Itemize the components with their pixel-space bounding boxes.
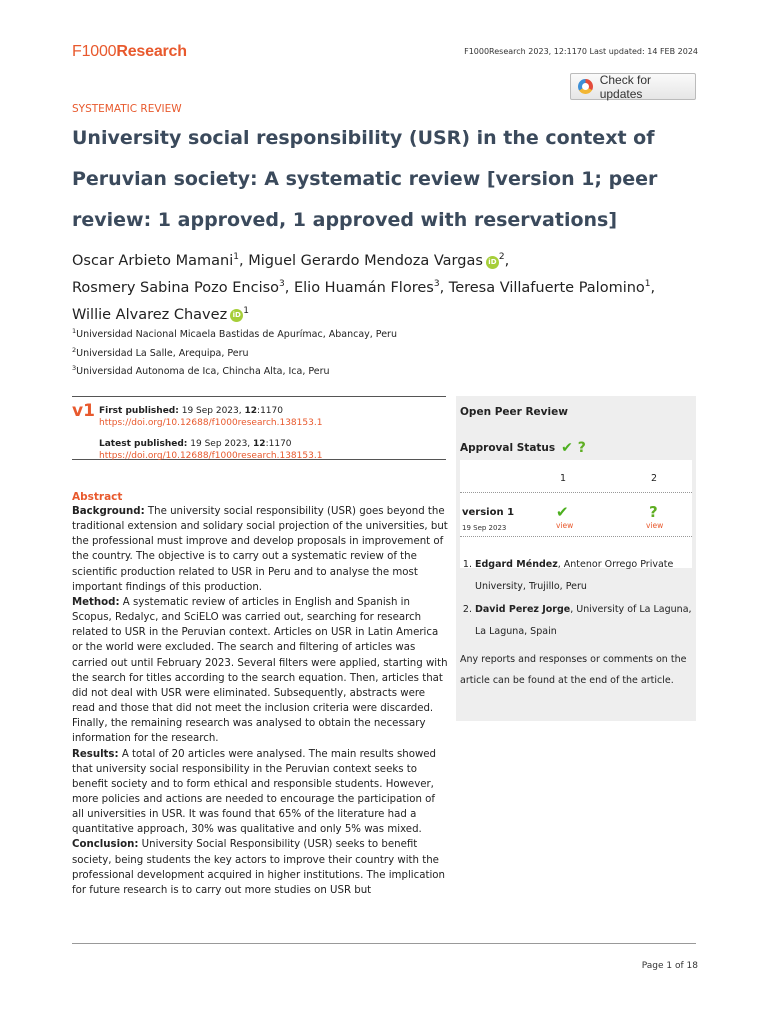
version-info: [version 1; peer review: 1 approved, 1 approved with reservations] [72,168,658,231]
reservations-icon: ? [577,440,586,456]
reviewer-column-1: 1 [560,473,567,484]
view-report-1-link[interactable]: view [556,521,574,530]
abstract-heading: Abstract [72,491,123,503]
first-published: First published: 19 Sep 2023, 12:1170 https://doi.org/10.12688/f1000research.138153.1 [99,406,323,428]
author[interactable]: Miguel Gerardo Mendoza Vargas [248,252,483,269]
article-type-label: SYSTEMATIC REVIEW [72,103,182,115]
review-table-header [460,460,692,493]
version-label: version 1 [462,507,515,518]
approved-icon: ✔ [561,440,573,456]
approved-icon: ✔ [556,503,569,521]
open-peer-review-panel [456,396,696,721]
open-peer-review-title: Open Peer Review [460,406,568,418]
publication-dates [99,405,322,462]
reviewer-item: 2. David Perez Jorge, University of La Laguna, La Laguna, Spain [475,599,692,643]
affiliation: $^3$Universidad Autonoma de Ica, Chincha Alta, Ica, Peru [72,364,330,378]
review-table [460,460,692,568]
approval-status: Approval Status ✔ ? [460,440,586,456]
abstract [72,490,448,898]
orcid-icon[interactable]: iD [230,309,243,322]
publication-box [72,396,446,460]
affiliations [72,324,397,380]
view-report-2-link[interactable]: view [646,521,664,530]
f1000research-logo: F1000Research [72,43,187,60]
peer-review-note: Any reports and responses or comments on the article can be found at the end of the article. [460,654,687,686]
version-date: 19 Sep 2023 [462,524,507,532]
page-number: Page 1 of 18 [641,961,698,971]
latest-doi-link[interactable]: https://doi.org/10.12688/f1000research.138153.1 [99,451,323,461]
review-table-row [460,493,692,537]
abstract-method: Method: A systematic review of articles in English and Spanish in Scopus, Redalyc, and SciELO was carried out, searching for research related to USR in the Peruvian context. Articles on USR in Latin America or the world were excluded. The search and filtering of articles was carried out until February 2023. Several filters were applied, starting with the search for titles according to the search equation. Then, articles that did not deal with USR were eliminated. Subsequently, abstracts were read and those that did not meet the inclusion criteria were discarded. Finally, the remaining research was analysed to obtain the necessary information for the research. [72,596,448,745]
author-list: Oscar Arbieto Mamani$^1$, Miguel Gerardo Mendoza Vargas iD $^2$, Rosmery Sabina Pozo Enciso$^3$, Elio Huamán Flores$^3$, Teresa Villafuerte Palomino$^1$, Willie Alvarez Chavez iD $^1$ [72,252,656,323]
author[interactable]: Rosmery Sabina Pozo Enciso [72,279,280,296]
footer-divider [72,943,696,944]
latest-published: Latest published: 19 Sep 2023, 12:1170 https://doi.org/10.12688/f1000research.138153.1 [99,439,323,461]
author[interactable]: Willie Alvarez Chavez [72,306,228,323]
reviewer-item: 1. Edgard Méndez, Antenor Orrego Private University, Trujillo, Peru [475,554,692,598]
check-for-updates-label: Check for updates [599,72,652,101]
reviewer-list [460,554,692,644]
reviewer-column-2: 2 [651,473,658,484]
article-title: University social responsibility (USR) in the context of Peruvian society: A systematic review [version 1; peer review: 1 approved, 1 approved with reservations] [72,127,658,231]
crossmark-icon [578,79,593,94]
header-meta: F1000Research 2023, 12:1170 Last updated: 14 FEB 2024 [464,47,698,56]
orcid-icon[interactable]: iD [486,256,499,269]
affiliation: $^1$Universidad Nacional Micaela Bastidas de Apurímac, Abancay, Peru [72,327,397,341]
abstract-conclusion: Conclusion: University Social Responsibility (USR) seeks to benefit society, being students the key actors to improve their country with the professional development acquired in higher institutions. The implication for future research is to carry out more studies on USR but [72,839,445,896]
check-for-updates-button[interactable] [570,73,696,100]
abstract-results: Results: A total of 20 articles were analysed. The main results showed that university social responsibility in the Peruvian context seeks to benefit society and to form ethical and responsible students. However, more policies and actions are needed to encourage the participation of all universities in USR. It was found that 65% of the literature had a quantitative approach, 30% was qualitative and only 5% was mixed. [72,748,437,836]
affiliation: $^2$Universidad La Salle, Arequipa, Peru [72,345,249,359]
author[interactable]: Oscar Arbieto Mamani [72,252,234,269]
version-badge: v1 [72,401,95,421]
author[interactable]: Elio Huamán Flores [293,279,434,296]
abstract-background: Background: The university social responsibility (USR) goes beyond the traditional extension and solidary social projection of the universities, but the professional must improve and develop proposals in improvement of the country. The objective is to carry out a systematic review of the scientific production related to USR in Peru and to analyse the most important findings of this production. [72,506,448,593]
first-doi-link[interactable]: https://doi.org/10.12688/f1000research.138153.1 [99,418,323,428]
reservations-icon: ? [649,503,658,521]
author[interactable]: Teresa Villafuerte Palomino [448,279,645,296]
